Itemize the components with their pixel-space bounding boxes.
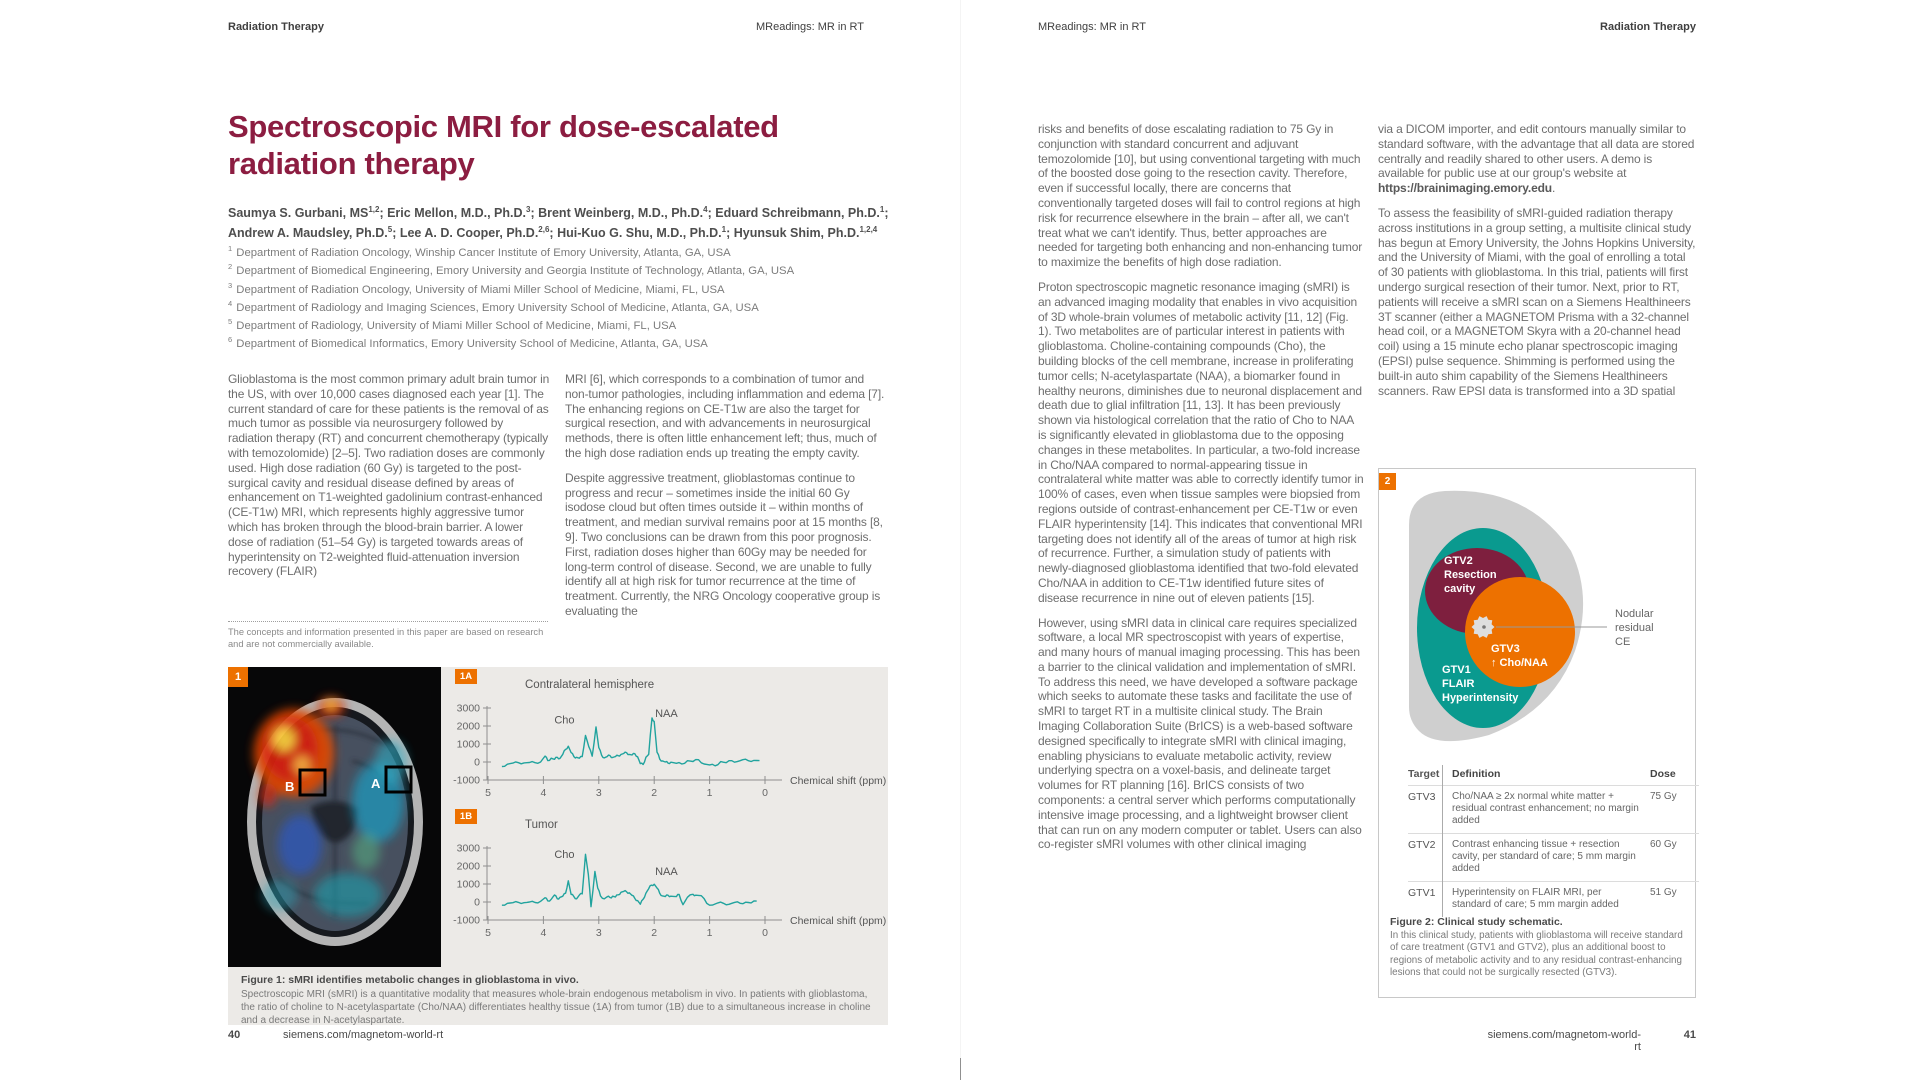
roi-label-a: A [371,776,381,791]
affiliation-item: $^4$ Department of Radiology and Imaging Sciences, Emory University School of Medicine, Atlanta, GA, USA [228,298,759,314]
right-page-column-1 [1038,122,1364,862]
affiliation-item: $^6$ Department of Biomedical Informatics, Emory University School of Medicine, Atlanta, GA, USA [228,335,708,351]
cell-target: GTV1 [1408,887,1436,899]
gtv2-label-1: GTV2 [1444,555,1473,567]
gtv3-label-1: GTV3 [1491,643,1520,655]
page-fold-line [960,0,961,1080]
table-row [1408,786,1699,834]
figure1-spectra [450,667,888,947]
cell-dose: 60 Gy [1650,839,1677,850]
peak-label: Cho [554,848,575,861]
gtv3-label-2: ↑ Cho/NAA [1491,657,1548,669]
cell-target: GTV3 [1408,791,1436,803]
figure2-caption [1390,916,1684,980]
peak-label: NAA [655,708,678,720]
right-footer-url[interactable]: siemens.com/magnetom-world-rt [1487,1029,1641,1053]
col-header-definition: Definition [1443,765,1643,786]
x-tick-label: 1 [706,927,713,939]
gtv2-label-2: Resection [1444,569,1497,581]
y-tick-label: 3000 [456,842,480,855]
cell-target: GTV2 [1408,839,1436,851]
affiliations [228,242,890,352]
figure-2 [1378,468,1696,998]
gtv2-label-3: cavity [1444,583,1476,595]
left-footer-url[interactable]: siemens.com/magnetom-world-rt [283,1029,444,1041]
figure1b-badge: 1B [455,809,477,824]
paragraph: To assess the feasibility of sMRI-guided radiation therapy across institutions in a group setting, a multisite clinical study has begun at Emory University, the Johns Hopkins University, and the University of Miami, with the goal of enrolling a total of 30 patients with glioblastoma. In this trial, patients will first undergo surgical resection of their tumor. Next, prior to RT, patients will receive a sMRI scan on a Siemens Healthineers 3T scanner (either a MAGNETOM Prisma with a 32-channel head coil, or a MAGNETOM Skyra with a 20-channel head coil) using a 15 minute echo planar spectroscopic imaging (EPSI) pulse sequence. Shimming is performed using the built-in auto shim capability of the Siemens Healthineers scanners. Raw EPSI data is transformed into a 3D spatial [1378,205,1696,398]
x-tick-label: 3 [595,927,602,939]
paragraph: via a DICOM importer, and edit contours manually similar to standard software, with the advantage that all data are stored centrally and readily shared to other users. A demo is available for public use at our group's website at https://brainimaging.emory.edu. [1378,122,1695,196]
x-tick-label: 0 [762,927,768,939]
figure2-badge: 2 [1379,473,1396,490]
x-axis-label: Chemical shift (ppm) [790,775,887,787]
figure2-caption-title: Figure 2: Clinical study schematic. [1390,916,1563,928]
figure-1 [228,667,888,1025]
left-footer-page-number: 40 [228,1029,241,1041]
x-tick-label: 3 [595,787,602,799]
x-tick-label: 5 [485,927,491,939]
paragraph: However, using sMRI data in clinical care requires specialized software, a local MR spectroscopist with years of expertise, and many hours of manual imaging processing. This has been a barrier to the clinical validation and implementation of sMRI. To address this need, we have developed a software package which seeks to automate these tasks and facilitate the use of sMRI to target RT in a multisite clinical study. The Brain Imaging Collaboration Suite (BrICS) is a web-based software designed specifically to integrate sMRI with clinical imaging, enabling physicians to evaluate metabolic activity, review underlying spectra on a voxel-basis, and delineate target volumes for RT planning [16]. BrICS consists of two components: a central server which performs computationally intensive image processing, and a lightweight browser client that can run on any modern computer or tablet. Users can also co-register sMRI volumes with other clinical imaging [1038,615,1362,852]
callout-line-3: CE [1615,636,1631,648]
peak-label: NAA [655,866,678,878]
y-tick-label: 0 [474,756,480,769]
cell-dose: 51 Gy [1650,887,1677,898]
table-row [1408,882,1699,918]
disclaimer-footnote: The concepts and information presented in this paper are based on research and are not commercially available. [228,621,548,650]
figure2-schematic [1379,469,1695,769]
right-footer-page-number: 41 [1683,1029,1696,1041]
y-tick-label: 1000 [456,878,480,891]
x-tick-label: 2 [651,927,658,939]
left-page-column-2 [565,372,889,629]
spectrum-line [502,718,760,767]
callout-line-2: residual [1615,622,1654,634]
left-header-series: MReadings: MR in RT [756,21,864,33]
col-header-target: Target [1408,768,1440,780]
paragraph: MRI [6], which corresponds to a combination of tumor and non-tumor pathologies, including inflammation and edema [7]. The enhancing regions on CE-T1w are also the target for surgical resection, and with advancements in neurosurgical methods, there is often little enhancement left; thus, much of the high dose radiation ends up treating the empty cavity. [565,372,885,460]
figure1-badge: 1 [228,667,248,687]
left-header-journal: Radiation Therapy [228,21,324,33]
gtv1-label-2: FLAIR [1442,678,1475,690]
spectrum-title: Tumor [525,819,558,831]
y-tick-label: -1000 [453,914,480,927]
paragraph: Proton spectroscopic magnetic resonance imaging (sMRI) is an advanced imaging modality that enables in vivo acquisition of 3D whole-brain volumes of metabolic activity [11, 12] (Fig. 1). Two metabolites are of particular interest in patients with glioblastoma. Choline-containing compounds (Cho), the building blocks of the cell membrane, increase in proliferating tumor cells; N-acetylaspartate (NAA), a biomarker found in healthy neurons, diminishes due to neuronal displacement and death due to glial infiltration [11, 13]. It has been previously shown via histological correlation that the ratio of Cho to NAA is significantly elevated in glioblastoma due to the opposing changes in these metabolites. In particular, a two-fold increase in Cho/NAA compared to normal-appearing tissue in contralateral white matter was able to correctly identify tumor in 100% of cases, even when tissue samples were biopsied from regions outside of contrast-enhancement per CE-T1w or even FLAIR hyperintensity [14]. This indicates that conventional MRI targeting does not identify all of the areas of tumor at high risk of recurrence. Further, a simulation study of patients with newly-diagnosed glioblastoma identified that two-fold elevated Cho/NAA in addition to CE-T1w identified future sites of disease recurrence in nine out of eleven patients [15]. [1038,279,1364,605]
gtv1-label-1: GTV1 [1442,664,1471,676]
affiliation-item: $^5$ Department of Radiology, University of Miami Miller School of Medicine, Miami, FL, USA [228,317,677,332]
authors-line: Saumya S. Gurbani, MS$^{1,2}$; Eric Mellon, M.D., Ph.D.$^3$; Brent Weinberg, M.D., Ph.D.$^4$; Eduard Schreibmann, Ph.D.$^1$; Andrew A. Maudsley, Ph.D.$^5$; Lee A. D. Cooper, Ph.D.$^{2,6}$; Hui-Kuo G. Shu, M.D., Ph.D.$^1$; Hyunsuk Shim, Ph.D.$^{1,2,4}$ [228,205,889,240]
spectrum-panel-1b [453,819,886,939]
x-tick-label: 5 [485,787,491,799]
x-tick-label: 2 [651,787,658,799]
x-tick-label: 4 [540,927,547,939]
x-tick-label: 4 [540,787,547,799]
spectrum-line [502,854,757,906]
spectrum-title: Contralateral hemisphere [525,679,655,691]
figure1-caption [241,974,873,1027]
x-tick-label: 0 [762,787,768,799]
y-tick-label: 0 [474,896,480,909]
affiliation-item: $^1$ Department of Radiation Oncology, Winship Cancer Institute of Emory University, Atlanta, GA, USA [228,244,731,259]
paragraph: Despite aggressive treatment, glioblastomas continue to progress and recur – sometimes inside the initial 60 Gy isodose cloud but often times outside it – within months of treatment, and median survival remains poor at 15 months [8, 9]. Two conclusions can be drawn from this poor prognosis. First, radiation doses higher than 60Gy may be needed for long-term control of disease. Second, we are unable to fully identify all at high risk for tumor recurrence at the time of treatment. Currently, the NRG Oncology cooperative group is evaluating the [565,470,883,618]
y-tick-label: -1000 [453,774,480,787]
y-tick-label: 1000 [456,738,480,751]
right-header-series: MReadings: MR in RT [1038,21,1146,33]
title-line-2: radiation therapy [228,146,475,181]
y-tick-label: 2000 [456,720,480,733]
table-row [1408,834,1699,882]
right-header-journal: Radiation Therapy [1600,21,1696,33]
x-axis-label: Chemical shift (ppm) [790,915,887,927]
table-header-row [1408,765,1699,786]
roi-label-b: B [285,779,295,794]
spectrum-panel-1a [453,679,886,799]
cell-definition: Hyperintensity on FLAIR MRI, per standard of care; 5 mm margin added [1443,882,1643,918]
x-tick-label: 1 [706,787,713,799]
affiliation-item: $^3$ Department of Radiation Oncology, University of Miami Miller School of Medicine, Miami, FL, USA [228,280,725,296]
gtv1-label-3: Hyperintensity [1442,692,1519,704]
paragraph: Glioblastoma is the most common primary adult brain tumor in the US, with over 10,000 cases diagnosed each year [1]. The current standard of care for these patients is the removal of as much tumor as possible via neurosurgery followed by radiation therapy (RT) and concurrent chemotherapy (typically with temozolomide) [2–5]. Two radiation doses are commonly used. High dose radiation (60 Gy) is targeted to the post-surgical cavity and residual disease defined by areas of enhancement on T1-weighted gadolinium contrast-enhanced (CE-T1w) MRI, which represents highly aggressive tumor which has broken through the blood-brain barrier. A lower dose of radiation (51–54 Gy) is targeted towards areas of hyperintensity on T2-weighted fluid-attenuation inversion recovery (FLAIR) [228,372,550,579]
y-tick-label: 2000 [456,860,480,873]
right-page-column-2 [1378,122,1698,408]
callout-line-1: Nodular [1615,608,1654,620]
figure1-caption-body: Spectroscopic MRI (sMRI) is a quantitative modality that measures whole-brain endogenous metabolism in vivo. In patients with glioblastoma, the ratio of choline to N-acetylaspartate (Cho/NAA) differentiates healthy tissue (1A) from tumor (1B) due to a simultaneous increase in choline and a decrease in N-acetylaspartate. [241,989,871,1026]
affiliation-item: $^2$ Department of Biomedical Engineering, Emory University and Georgia Institute of Technology, Atlanta, GA, USA [228,262,795,278]
figure1-caption-title: Figure 1: sMRI identifies metabolic changes in glioblastoma in vivo. [241,974,579,986]
article-title [228,108,828,182]
cell-definition: Contrast enhancing tissue + resection cavity, per standard of care; 5 mm margin added [1443,834,1643,882]
paragraph: risks and benefits of dose escalating radiation to 75 Gy in conjunction with standard concurrent and adjuvant temozolomide [10], but using conventional targeting with much of the boosted dose going to the resection cavity. Therefore, even if successful locally, there are concerns that conventionally targeted doses will fail to control regions at high risk for recurrence elsewhere in the brain – after all, we can't treat what we can't identify. Thus, better approaches are needed for targeting both enhancing and non-enhancing tumor to maximize the benefits of high dose radiation. [1038,122,1363,270]
brain-mri-image [228,667,441,967]
nodule-dot [1482,625,1486,629]
title-line-1: Spectroscopic MRI for dose-escalated [228,109,779,144]
figure1a-badge: 1A [455,669,477,684]
cell-dose: 75 Gy [1650,791,1677,802]
website-link[interactable]: https://brainimaging.emory.edu [1378,181,1552,196]
fold-mark-bottom [960,1058,961,1080]
y-tick-label: 3000 [456,702,480,715]
peak-label: Cho [554,714,575,727]
nodular-callout [1615,608,1654,648]
col-header-dose: Dose [1650,768,1676,780]
left-page-column-1 [228,372,550,589]
figure2-table [1408,765,1699,917]
cell-definition: Cho/NAA ≥ 2x normal white matter + residual contrast enhancement; no margin added [1443,786,1643,834]
figure2-caption-body: In this clinical study, patients with glioblastoma will receive standard of care treatment (GTV1 and GTV2), plus an additional boost to regions of metabolic activity and to any residual contrast-enhancing lesions that could not be surgically resected (GTV3). [1390,930,1683,979]
